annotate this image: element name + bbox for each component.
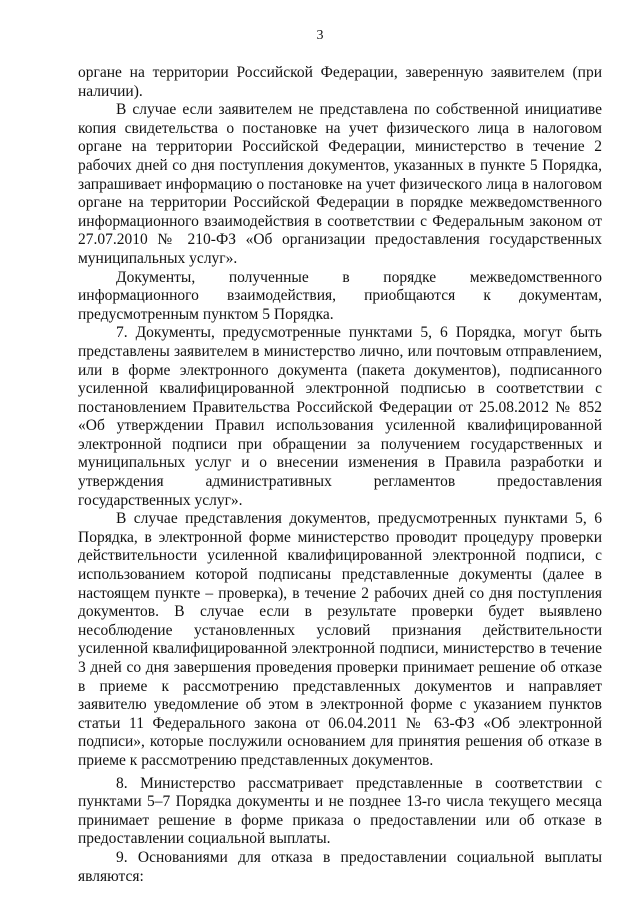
paragraph-tax-request: В случае если заявителем не представлена по собственной инициативе копия свидетельства о постановке на учет физического лица в налоговом органе на территории Российской Федерации, министерство в течение 2 рабочих дней со дня поступления документов, указанных в пункте 5 Порядка, запрашивает информацию о постановке на учет физического лица в налоговом органе на территории Российской Федерации в порядке межведомственного информационного взаимодействия в соответствии с Федеральным законом от 27.07.2010 № 210-ФЗ «Об организации предоставления государственных муниципальных услуг». [78, 101, 602, 267]
paragraph-item-9: 9. Основаниями для отказа в предоставлении социальной выплаты являются: [78, 848, 602, 885]
paragraph-electronic-verification: В случае представления документов, предусмотренных пунктами 5, 6 Порядка, в электронной форме министерство проводит процедуру проверки действительности усиленной квалифицированной электронной подписи, с использованием которой подписаны представленные документы (далее в настоящем пункте – проверка), в течение 2 рабочих дней со дня поступления документов. В случае если в результате проверки будет выявлено несоблюдение установленных условий признания действительности усиленной квалифицированной электронной подписи, министерство в течение 3 дней со дня завершения проведения проверки принимает решение об отказе в приеме к рассмотрению представленных документов и направляет заявителю уведомление об этом в электронной форме с указанием пунктов статьи 11 Федерального закона от 06.04.2011 № 63-ФЗ «Об электронной подписи», которые послужили основанием для принятия решения об отказе в приеме к рассмотрению представленных документов. [78, 510, 602, 769]
document-body [78, 64, 602, 886]
page-number: 3 [316, 28, 324, 43]
paragraph-interagency-documents: Документы, полученные в порядке межведомственного информационного взаимодействия, приобщаются к документам, предусмотренным пунктом 5 Порядка. [78, 268, 602, 323]
paragraph-item-8: 8. Министерство рассматривает представленные в соответствии с пунктами 5–7 Порядка документы и не позднее 13-го числа текущего месяца принимает решение в форме приказа о предоставлении или об отказе в предоставлении социальной выплаты. [78, 774, 602, 848]
paragraph-continuation: органе на территории Российской Федерации, заверенную заявителем (при наличии). [78, 64, 602, 100]
paragraph-item-7: 7. Документы, предусмотренные пунктами 5, 6 Порядка, могут быть представлены заявителем в министерство лично, или почтовым отправлением, или в форме электронного документа (пакета документов), подписанного усиленной квалифицированной электронной подписью в соответствии с постановлением Правительства Российской Федерации от 25.08.2012 № 852 «Об утверждении Правил использования усиленной квалифицированной электронной подписи при обращении за получением государственных и муниципальных услуг и о внесении изменения в Правила разработки и утверждения административных регламентов предоставления государственных услуг». [78, 324, 602, 509]
